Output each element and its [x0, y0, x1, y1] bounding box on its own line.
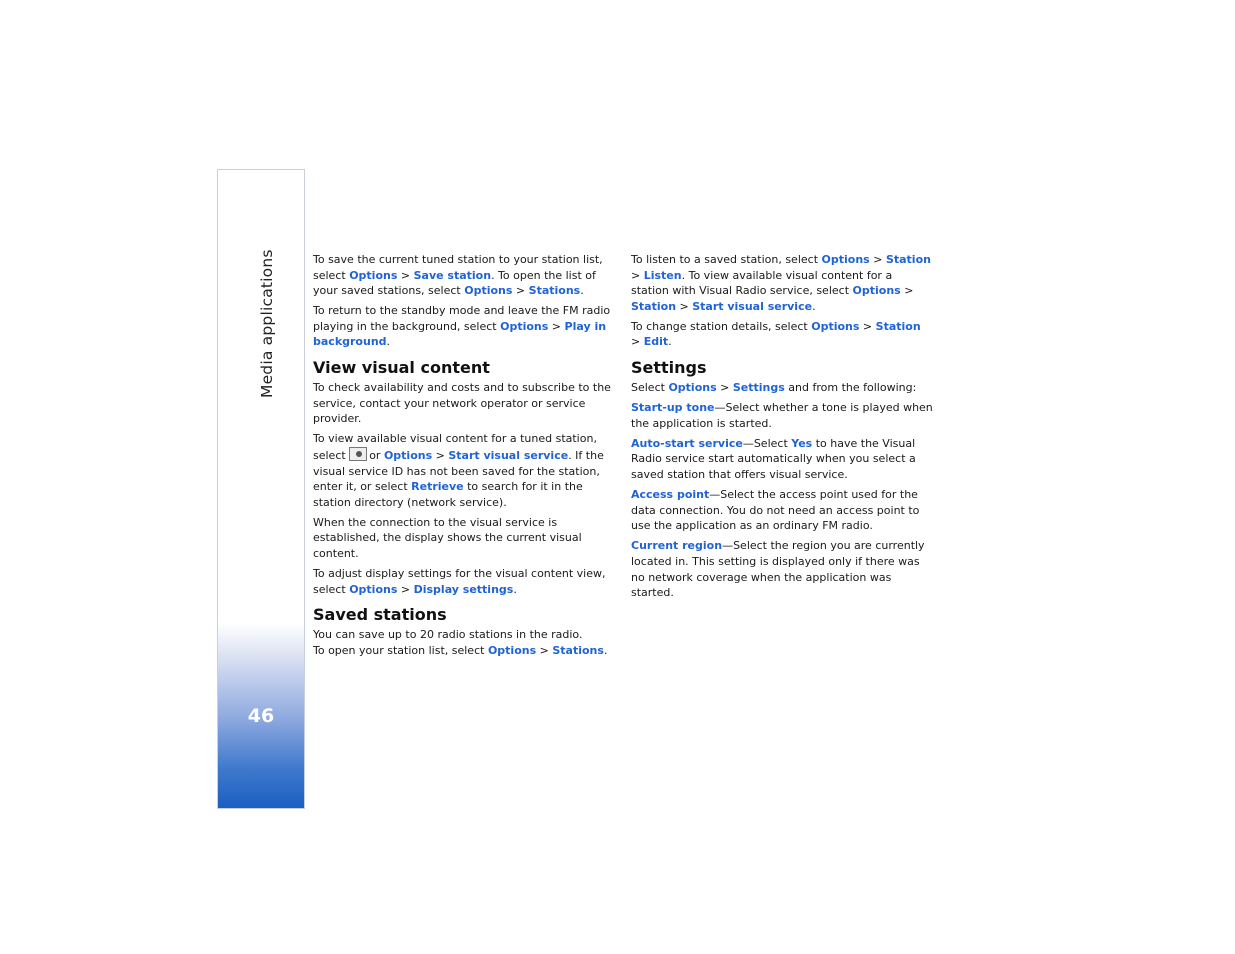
paragraph: To return to the standby mode and leave the FM radio playing in the background, select Options > Play in background.: [313, 304, 611, 349]
left-column: [313, 252, 615, 663]
paragraph: To check availability and costs and to subscribe to the service, contact your network operator or service provider.: [313, 381, 611, 426]
menu-options: Options: [349, 582, 398, 596]
menu-options: Options: [349, 268, 398, 282]
menu-options: Options: [821, 253, 870, 266]
menu-retrieve: Retrieve: [411, 480, 464, 494]
menu-options: Options: [811, 319, 860, 333]
menu-listen: Listen: [643, 268, 682, 282]
menu-display-settings: Display settings: [413, 582, 514, 596]
setting-name: Current region: [631, 539, 723, 553]
option-yes: Yes: [791, 436, 813, 450]
settings-item-startup-tone: Start-up tone—Select whether a tone is played when the application is started.: [631, 401, 933, 430]
paragraph: When the connection to the visual service is established, the display shows the current visual content.: [313, 515, 582, 560]
menu-edit: Edit: [643, 335, 669, 349]
paragraph: You can save up to 20 radio stations in the radio. To open your station list, select Options > Stations.: [313, 628, 608, 657]
paragraph: To change station details, select Options > Station > Edit.: [631, 319, 921, 349]
section-heading-saved-stations: Saved stations: [313, 605, 447, 625]
page-number: 46: [247, 705, 275, 727]
menu-stations: Stations: [528, 284, 581, 298]
visual-radio-icon: [349, 447, 367, 461]
setting-name: Start-up tone: [631, 401, 715, 415]
right-column: [631, 252, 933, 605]
paragraph: Select Options > Settings and from the following:: [631, 381, 917, 395]
setting-name: Access point: [631, 488, 710, 502]
menu-station: Station: [631, 299, 677, 313]
paragraph: To listen to a saved station, select Options > Station > Listen. To view available visual content for a station with Visual Radio service, select Options > Station > Start visual service.: [631, 253, 931, 313]
paragraph: To save the current tuned station to your station list, select Options > Save station. To open the list of your saved stations, select Options > Stations.: [313, 253, 603, 298]
chapter-title: Media applications: [258, 249, 276, 398]
paragraph: To view available visual content for a tuned station, select or Options > Start visual service. If the visual service ID has not been saved for the station, enter it, or select Retrieve to search for it in the station directory (network service).: [313, 432, 604, 509]
menu-options: Options: [383, 448, 433, 462]
menu-start-visual-service: Start visual service: [448, 448, 569, 462]
paragraph: To adjust display settings for the visual content view, select Options > Display settings.: [313, 567, 606, 596]
section-heading-settings: Settings: [631, 358, 707, 378]
section-heading-view-visual-content: View visual content: [313, 358, 490, 378]
menu-options: Options: [852, 284, 901, 298]
menu-options: Options: [500, 319, 549, 333]
menu-settings: Settings: [732, 381, 785, 395]
settings-item-auto-start: Auto-start service—Select Yes to have the Visual Radio service start automatically when you select a saved station that offers visual service.: [631, 436, 916, 482]
menu-start-visual-service: Start visual service: [692, 299, 813, 313]
menu-station: Station: [875, 319, 921, 333]
menu-options: Options: [487, 643, 537, 657]
setting-name: Auto-start service: [631, 436, 743, 450]
menu-station: Station: [885, 253, 931, 266]
menu-options: Options: [464, 284, 513, 298]
settings-item-current-region: Current region—Select the region you are currently located in. This setting is displayed only if there was no network coverage when the application was started.: [631, 539, 925, 600]
settings-item-access-point: Access point—Select the access point used for the data connection. You do not need an access point to use the application as an ordinary FM radio.: [631, 488, 920, 533]
menu-play-in-background: Play in background: [313, 319, 607, 349]
menu-stations: Stations: [552, 643, 604, 657]
menu-save-station: Save station: [413, 268, 492, 282]
menu-options: Options: [668, 381, 717, 395]
